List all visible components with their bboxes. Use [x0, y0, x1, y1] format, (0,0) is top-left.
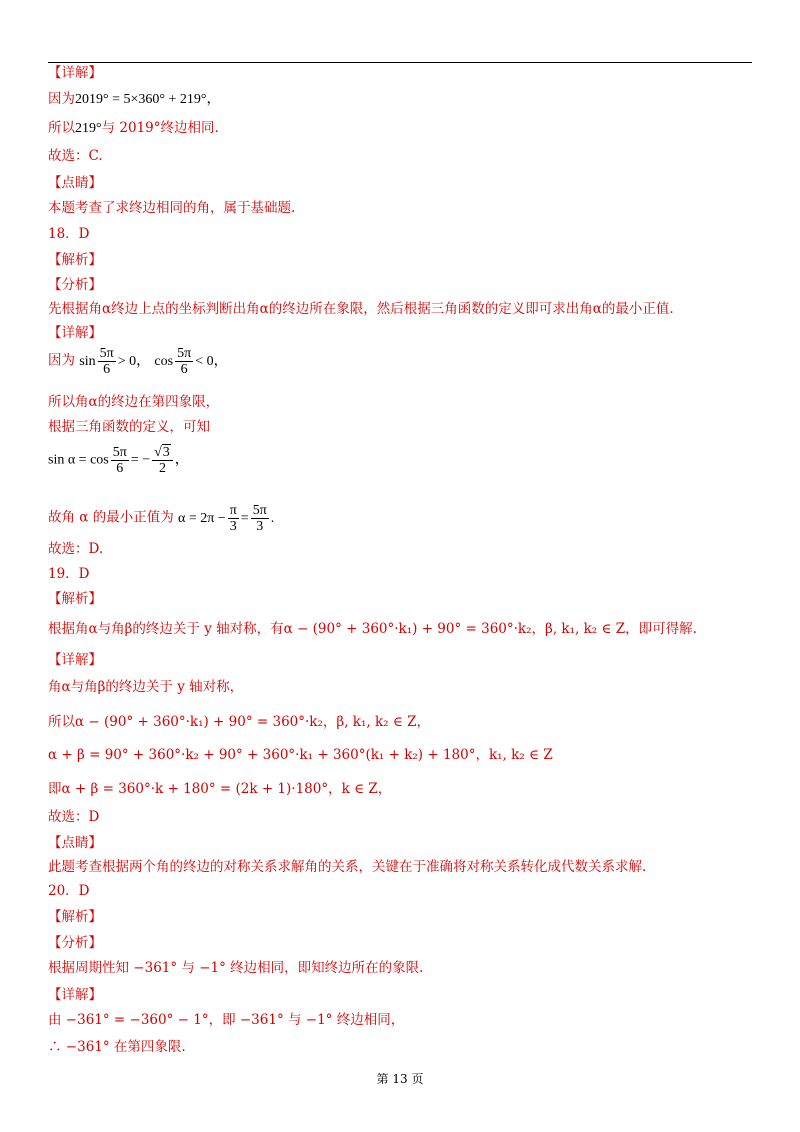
q17-same-terminal: 与 2019°终边相同. [101, 120, 219, 136]
detail-label: 【详解】 [48, 987, 102, 1003]
q18-min-prefix: 故角 α 的最小正值为 [48, 509, 174, 526]
think-label: 【分析】 [48, 277, 102, 293]
page-number: 第 13 页 [376, 1072, 424, 1086]
q19-analysis: 根据角α与角β的终边关于 y 轴对称，有α − (90° + 360°·k₁) + 90° = 360°·k₂，β, k₁, k₂ ∈ Z，即可得解. [48, 621, 697, 637]
detail-label: 【详解】 [48, 325, 102, 341]
detail-label: 【详解】 [48, 65, 102, 81]
q17-angle: 219° [75, 121, 102, 136]
q17-line1 [48, 90, 220, 109]
q20-detail2: ∴ −361° 在第四象限. [48, 1039, 186, 1055]
q18-definition: 根据三角函数的定义，可知 [48, 419, 210, 435]
q17-line2 [48, 119, 219, 138]
think-label: 【分析】 [48, 935, 102, 951]
q19-comment: 此题考查根据两个角的终边的对称关系求解角的关系，关键在于准确将对称关系转化成代数关系求解. [48, 859, 647, 875]
detail-label: 【详解】 [48, 652, 102, 668]
analysis-label: 【解析】 [48, 252, 102, 268]
comment-label: 【点睛】 [48, 175, 102, 191]
q17-equation: 2019° = 5×360° + 219°， [75, 92, 221, 107]
q18-sin-equation: sin α = cos $\frac{5\pi}{6}$ = − $\frac{√3}{2}$ ， [48, 445, 189, 476]
q20-detail1: 由 −361° = −360° − 1°，即 −361° 与 −1° 终边相同， [48, 1012, 405, 1028]
q18-quadrant: 所以角α的终边在第四象限， [48, 394, 220, 410]
q18-analysis: 先根据角α终边上点的坐标判断出角α的终边所在象限，然后根据三角函数的定义即可求出角α的最小正值. [48, 301, 674, 317]
q18-min-value [48, 503, 274, 534]
q18-cos: cos $\frac{5\pi}{6}$ < 0， [154, 346, 228, 377]
q18-because: 因为 [48, 352, 75, 369]
q17-so: 所以 [48, 120, 75, 136]
q19-detail1: 角α与角β的终边关于 y 轴对称， [48, 679, 244, 695]
q19-detail4: 即α + β = 360°·k + 180° = (2k + 1)·180°，k ∈ Z， [48, 781, 392, 797]
q18-heading: 18．D [48, 226, 90, 242]
analysis-label: 【解析】 [48, 909, 102, 925]
q19-detail3: α + β = 90° + 360°·k₂ + 90° + 360°·k₁ + 360°(k₁ + k₂) + 180°，k₁, k₂ ∈ Z [48, 747, 553, 763]
q17-answer: 故选：C. [48, 148, 103, 164]
q19-detail2: 所以α − (90° + 360°·k₁) + 90° = 360°·k₂，β, k₁, k₂ ∈ Z， [48, 714, 430, 730]
q18-answer: 故选：D. [48, 541, 104, 557]
q19-answer: 故选：D [48, 809, 100, 825]
q20-analysis: 根据周期性知 −361° 与 −1° 终边相同，即知终边所在的象限. [48, 960, 424, 976]
q19-heading: 19．D [48, 566, 90, 582]
comment-label: 【点睛】 [48, 835, 102, 851]
q18-sin: sin $\frac{5\pi}{6}$ > 0， [79, 346, 151, 377]
top-rule [48, 62, 752, 63]
q20-heading: 20．D [48, 883, 90, 899]
q17-comment: 本题考查了求终边相同的角，属于基础题. [48, 200, 296, 216]
q17-prefix: 因为 [48, 91, 75, 107]
q18-condition [48, 346, 228, 377]
analysis-label: 【解析】 [48, 591, 102, 607]
q18-min-equation: α = 2π − $\frac{\pi}{3}$ = $\frac{5\pi}{3}$ . [178, 503, 275, 534]
